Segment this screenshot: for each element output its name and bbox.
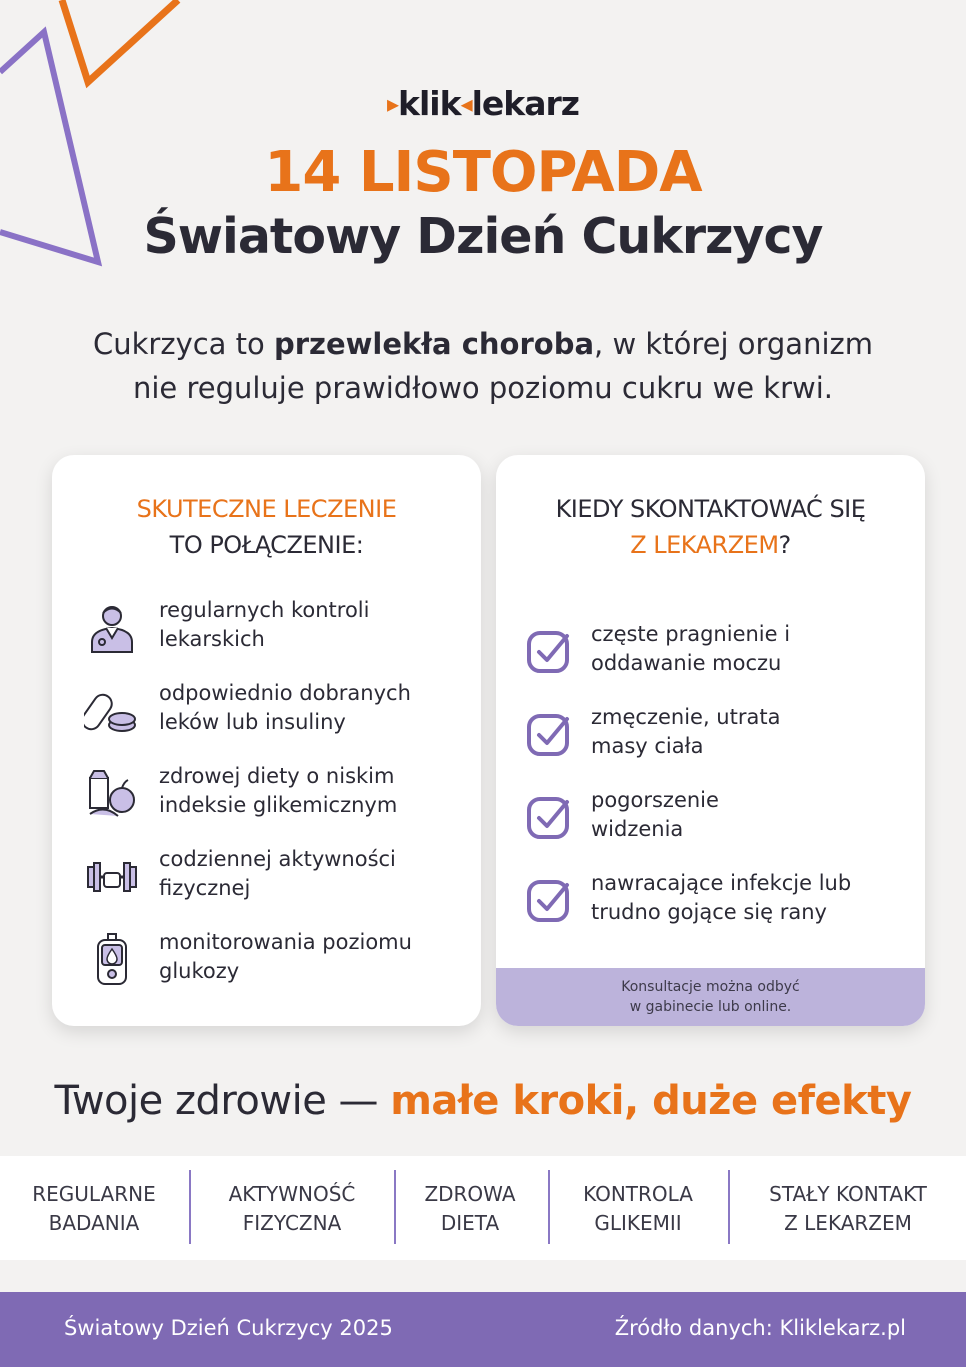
treatment-item <box>84 679 464 743</box>
step-divider <box>728 1170 730 1244</box>
intro-line-2: nie reguluje prawidłowo poziomu cukru we krwi. <box>132 371 834 405</box>
step-line: STAŁY KONTAKT <box>769 1182 927 1206</box>
event-date: 14 LISTOPADA <box>264 140 702 205</box>
step-line: GLIKEMII <box>594 1211 682 1235</box>
healthy-food-icon <box>84 766 140 822</box>
logo-arrow-icon: ▸ <box>387 90 399 118</box>
treatment-item-text <box>159 762 469 820</box>
item-line: częste pragnienie i <box>591 622 791 646</box>
treatment-item <box>84 762 464 826</box>
tagline <box>0 1078 966 1124</box>
step-line: REGULARNE <box>32 1182 156 1206</box>
contact-heading-dark: KIEDY SKONTAKTOWAĆ SIĘ <box>555 495 866 523</box>
contact-heading-orange: Z LEKARZEM <box>630 531 779 559</box>
item-line: trudno gojące się rany <box>591 900 827 924</box>
steps-bar <box>0 1156 966 1260</box>
item-line: monitorowania poziomu <box>159 930 412 954</box>
item-line: lekarskich <box>159 627 265 651</box>
step-divider <box>189 1170 191 1244</box>
intro-after: , w której organizm <box>594 327 873 361</box>
treatment-item-text <box>159 845 469 903</box>
glucometer-icon <box>84 932 140 988</box>
step-line: ZDROWA <box>424 1182 516 1206</box>
intro-line-1 <box>0 322 966 366</box>
logo-arrow-icon: ◂ <box>460 90 472 118</box>
step-item <box>556 1180 720 1238</box>
item-line: zmęczenie, utrata <box>591 705 781 729</box>
checkbox-icon <box>526 628 572 674</box>
step-line: Z LEKARZEM <box>784 1211 912 1235</box>
step-divider <box>548 1170 550 1244</box>
treatment-item-text <box>159 679 469 737</box>
step-line: FIZYCZNA <box>242 1211 342 1235</box>
treatment-card <box>52 455 481 1026</box>
step-item <box>400 1180 540 1238</box>
item-line: widzenia <box>591 817 684 841</box>
dumbbell-icon <box>84 849 140 905</box>
treatment-heading-dark: TO POŁĄCZENIE: <box>169 531 364 559</box>
doctor-icon <box>84 600 140 656</box>
step-line: BADANIA <box>48 1211 140 1235</box>
contact-heading-line2 <box>496 527 925 563</box>
item-line: nawracające infekcje lub <box>591 871 852 895</box>
treatment-item-text <box>159 928 469 986</box>
note-line: w gabinecie lub online. <box>629 999 792 1015</box>
symptom-item <box>526 703 906 765</box>
page-title: Światowy Dzień Cukrzycy <box>143 208 823 265</box>
contact-heading-suffix: ? <box>778 531 791 559</box>
checkbox-icon <box>526 711 572 757</box>
step-item <box>736 1180 960 1238</box>
treatment-item <box>84 845 464 909</box>
footer-source-text: Źródło danych: Kliklekarz.pl <box>614 1316 906 1340</box>
step-line: KONTROLA <box>583 1182 693 1206</box>
note-line: Konsultacje można odbyć <box>621 979 800 995</box>
tagline-plain: Twoje zdrowie — <box>54 1078 391 1124</box>
treatment-item <box>84 928 464 992</box>
symptom-item-text <box>591 786 901 844</box>
item-line: codziennej aktywności <box>159 847 396 871</box>
checkbox-icon <box>526 794 572 840</box>
contact-card-heading <box>496 491 925 563</box>
symptom-item-text <box>591 869 901 927</box>
item-line: regularnych kontroli <box>159 598 370 622</box>
item-line: odpowiednio dobranych <box>159 681 411 705</box>
symptom-item <box>526 869 906 931</box>
brand-logo <box>0 84 966 123</box>
step-line: DIETA <box>440 1211 500 1235</box>
consultation-note <box>496 968 925 1026</box>
step-item <box>14 1180 174 1238</box>
item-line: glukozy <box>159 959 240 983</box>
checkbox-icon <box>526 877 572 923</box>
treatment-item <box>84 596 464 660</box>
step-line: AKTYWNOŚĆ <box>228 1182 356 1206</box>
logo-part2: lekarz <box>471 84 579 123</box>
intro-text <box>0 322 966 410</box>
item-line: indeksie glikemicznym <box>159 793 398 817</box>
item-line: fizycznej <box>159 876 251 900</box>
contact-card <box>496 455 925 1026</box>
treatment-item-text <box>159 596 469 654</box>
item-line: oddawanie moczu <box>591 651 782 675</box>
item-line: leków lub insuliny <box>159 710 346 734</box>
step-item <box>196 1180 388 1238</box>
step-divider <box>394 1170 396 1244</box>
tagline-highlight: małe kroki, duże efekty <box>390 1078 912 1124</box>
symptom-item-text <box>591 620 901 678</box>
treatment-heading-orange: SKUTECZNE LECZENIE <box>136 495 397 523</box>
footer-left-text: Światowy Dzień Cukrzycy 2025 <box>64 1316 393 1340</box>
intro-bold: przewlekła choroba <box>274 327 595 361</box>
intro-before: Cukrzyca to <box>93 327 274 361</box>
footer <box>0 1292 966 1367</box>
symptom-item <box>526 786 906 848</box>
item-line: zdrowej diety o niskim <box>159 764 395 788</box>
logo-part1: klik <box>398 84 461 123</box>
symptom-item <box>526 620 906 682</box>
treatment-card-heading <box>52 491 481 563</box>
item-line: masy ciała <box>591 734 704 758</box>
item-line: pogorszenie <box>591 788 719 812</box>
symptom-item-text <box>591 703 901 761</box>
pills-icon <box>84 683 140 739</box>
